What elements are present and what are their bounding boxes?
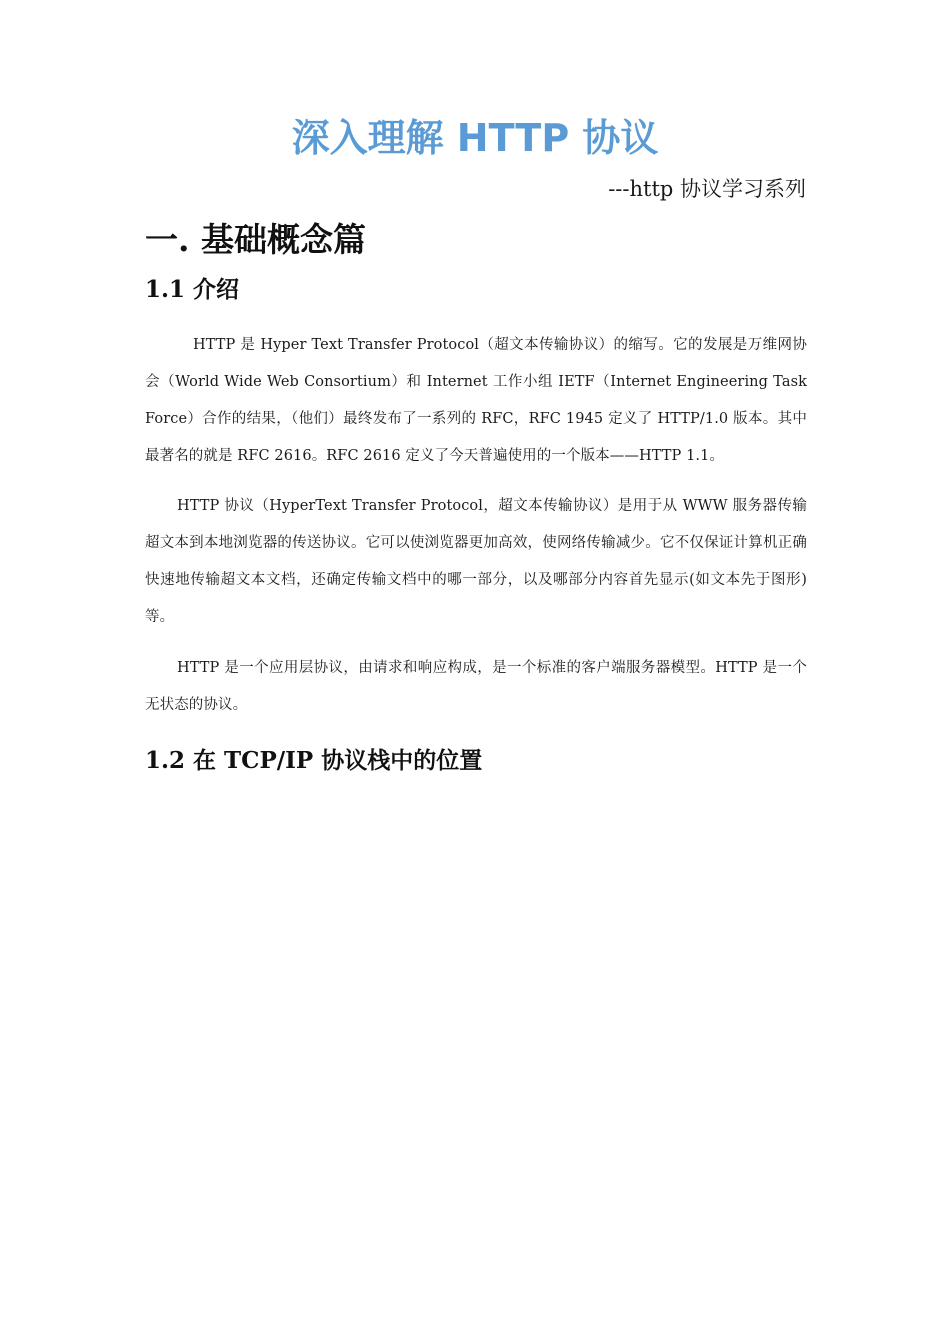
section-heading-intro: 1.1 介绍	[145, 276, 240, 303]
section-heading-tcpip: 1.2 在 TCP/IP 协议栈中的位置	[145, 747, 483, 774]
document-title: 深入理解 HTTP 协议	[291, 116, 659, 160]
intro-paragraph-3: HTTP 是一个应用层协议，由请求和响应构成，是一个标准的客户端服务器模型。HTTP 是一个无状态的协议。	[145, 660, 807, 713]
chapter-heading: 一. 基础概念篇	[145, 220, 366, 259]
document-subtitle: ---http 协议学习系列	[608, 177, 806, 201]
intro-paragraph-1: HTTP 是 Hyper Text Transfer Protocol（超文本传输协议）的缩写。它的发展是万维网协会（World Wide Web Consortium）和 Internet 工作小组 IETF（Internet Engineering Task Force）合作的结果，（他们）最终发布了一系列的 RFC，RFC 1945 定义了 HTTP/1.0 版本。其中最著名的就是 RFC 2616。RFC 2616 定义了今天普遍使用的一个版本——HTTP 1.1。	[145, 337, 807, 464]
intro-paragraph-2: HTTP 协议（HyperText Transfer Protocol，超文本传输协议）是用于从 WWW 服务器传输超文本到本地浏览器的传送协议。它可以使浏览器更加高效，使网络传输减少。它不仅保证计算机正确快速地传输超文本文档，还确定传输文档中的哪一部分，以及哪部分内容首先显示(如文本先于图形)等。	[145, 498, 807, 625]
